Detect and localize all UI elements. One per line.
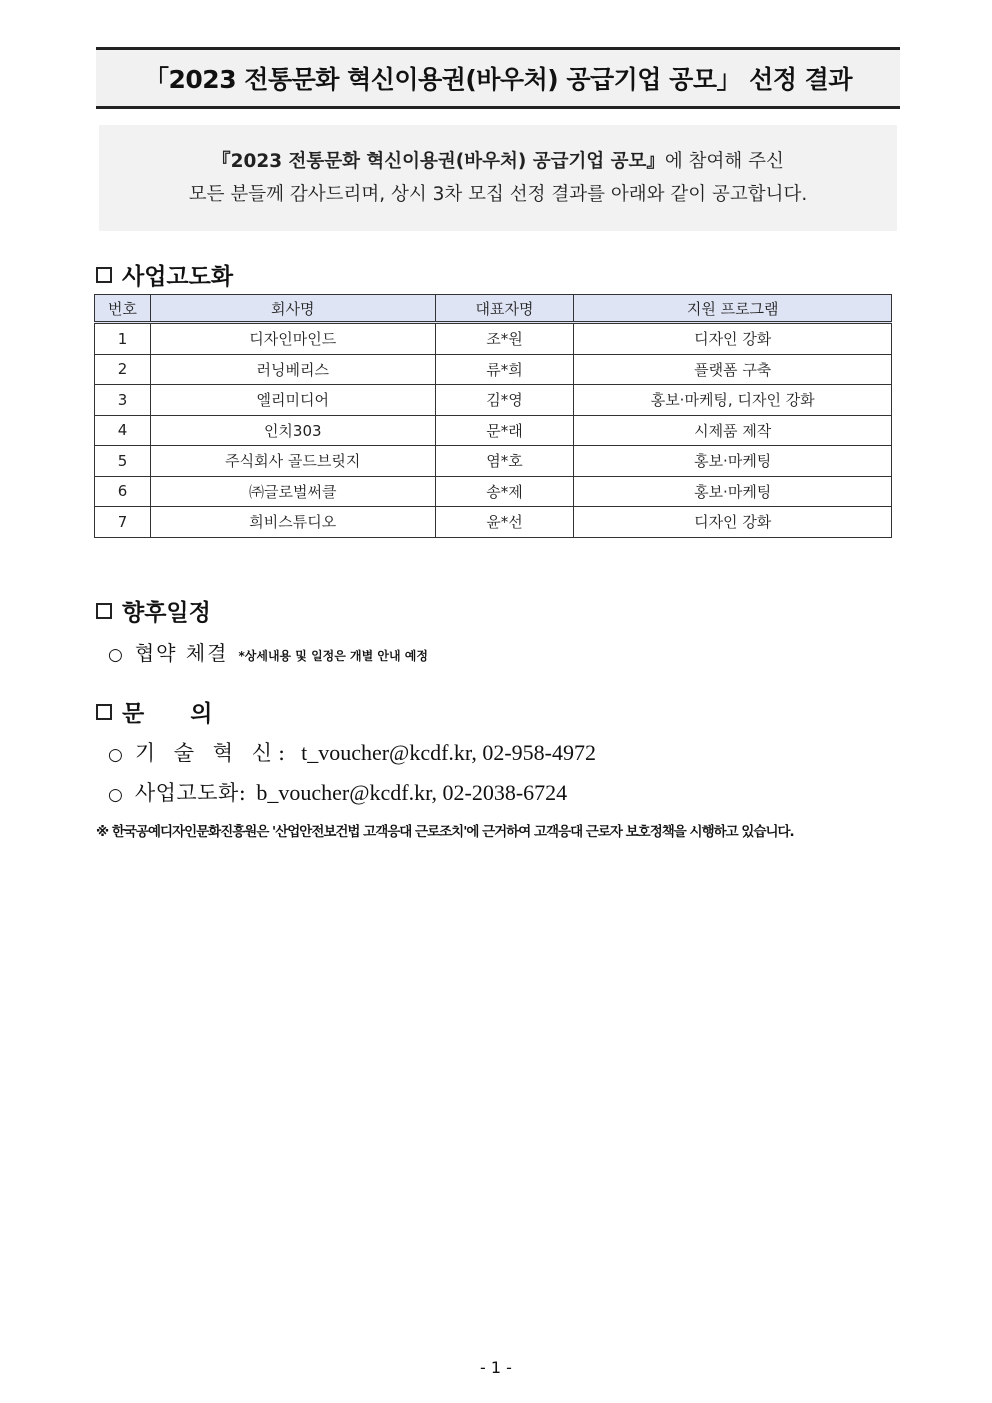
cell-company: 희비스튜디오 [150,507,435,538]
checkbox-square-icon [96,603,112,619]
cell-representative: 문*래 [435,415,574,446]
cell-company: 인치303 [150,415,435,446]
cell-program: 홍보·마케팅 [574,446,892,477]
page-title: 「2023 전통문화 혁신이용권(바우처) 공급기업 공모」 선정 결과 [144,65,852,94]
cell-representative: 류*희 [435,354,574,385]
page-number: - 1 - [480,1358,512,1377]
cell-company: 디자인마인드 [150,323,435,355]
cell-representative: 조*원 [435,323,574,355]
checkbox-square-icon [96,704,112,720]
section-title: 향후일정 [122,600,211,626]
schedule-item [108,637,428,666]
cell-program: 홍보·마케팅, 디자인 강화 [574,385,892,416]
section-inquiry [96,695,212,728]
table-row [95,507,892,538]
section-schedule [96,594,211,627]
contact-value: b_voucher@kcdf.kr, 02-2038-6724 [256,780,568,805]
cell-number: 5 [95,446,151,477]
cell-number: 1 [95,323,151,355]
cell-program: 홍보·마케팅 [574,476,892,507]
cell-program: 디자인 강화 [574,323,892,355]
intro-line-2: 모든 분들께 감사드리며, 상시 3차 모집 선정 결과를 아래와 같이 공고합니다. [188,184,808,205]
table-row [95,476,892,507]
cell-number: 4 [95,415,151,446]
circle-bullet-icon: ○ [108,785,123,805]
cell-representative: 송*제 [435,476,574,507]
cell-program: 시제품 제작 [574,415,892,446]
header-cell: 회사명 [150,295,435,323]
intro-box [99,125,897,231]
cell-company: 주식회사 골드브릿지 [150,446,435,477]
table-row [95,446,892,477]
cell-company: ㈜글로벌써클 [150,476,435,507]
header-cell: 지원 프로그램 [574,295,892,323]
circle-bullet-icon: ○ [108,745,123,765]
cell-company: 러닝베리스 [150,354,435,385]
table-row [95,323,892,355]
cell-program: 플랫폼 구축 [574,354,892,385]
cell-number: 3 [95,385,151,416]
section-title: 문 의 [122,701,213,727]
selection-table [94,294,892,538]
cell-representative: 윤*선 [435,507,574,538]
checkbox-square-icon [96,267,112,283]
cell-number: 7 [95,507,151,538]
contact-business-advancement [108,777,567,807]
section-business-advancement [96,258,233,291]
section-title: 사업고도화 [122,264,234,290]
table-header-row [95,295,892,323]
cell-representative: 김*영 [435,385,574,416]
intro-rest-text: 에 참여해 주신 [664,151,784,172]
table-row [95,415,892,446]
cell-representative: 염*호 [435,446,574,477]
contact-label: 사업고도화: [134,781,247,805]
table-row [95,385,892,416]
contact-value: t_voucher@kcdf.kr, 02-958-4972 [301,740,597,765]
cell-number: 2 [95,354,151,385]
intro-line-1 [212,145,784,178]
circle-bullet-icon: ○ [108,645,123,665]
intro-bold-text: 『2023 전통문화 혁신이용권(바우처) 공급기업 공모』 [212,151,665,172]
contact-tech-innovation [108,737,596,767]
cell-company: 엘리미디어 [150,385,435,416]
header-cell: 대표자명 [435,295,574,323]
schedule-item-text: 협약 체결 [134,641,229,665]
title-box [96,47,900,109]
cell-program: 디자인 강화 [574,507,892,538]
cell-number: 6 [95,476,151,507]
footnote: ※ 한국공예디자인문화진흥원은 '산업안전보건법 고객응대 근로조치'에 근거하여 고객응대 근로자 보호정책을 시행하고 있습니다. [96,824,794,840]
header-cell: 번호 [95,295,151,323]
contact-label: 기 술 혁 신: [134,741,292,765]
schedule-note: *상세내용 및 일정은 개별 안내 예정 [238,649,428,663]
table-row [95,354,892,385]
